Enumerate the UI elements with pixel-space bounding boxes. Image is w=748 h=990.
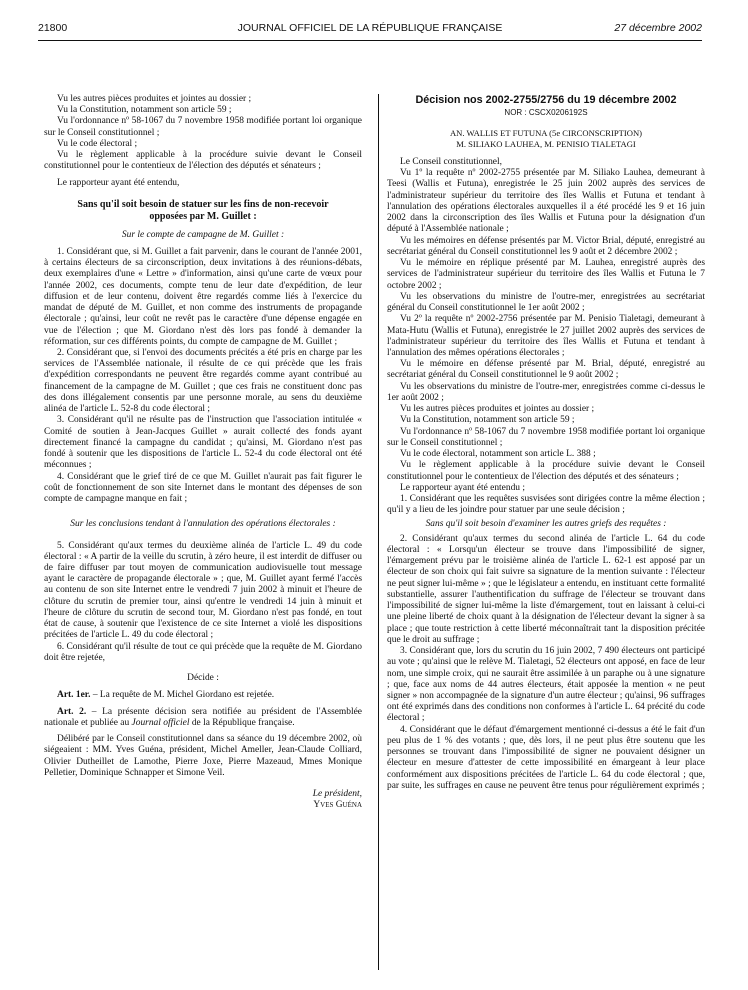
article-2-text-end: de la République française. — [189, 717, 295, 728]
considerant: 3. Considérant qu'il ne résulte pas de l'instruction que l'association intitulée « Comité de soutien à Jean-Jacques Guillet » aurait collecté des fonds ayant directement financé la campagne du candidat ; qu'ainsi, M. Giordano n'est pas fondé à soutenir que les dispositions de l'article L. 52-4 du code électoral ont été méconnues ; — [44, 415, 362, 471]
section-heading: Sans qu'il soit besoin de statuer sur les fins de non-recevoir opposées par M. Guillet : — [77, 198, 329, 222]
considerant: 4. Considérant que le défaut d'émargement mentionné ci-dessus a été le fait d'un peu plus de 1 % des votants ; que, dès lors, il ne peut plus être soutenu que les personnes se trouvant dans l'impossibilité de signer ne pouvaient désigner un électeur en mesure d'attester de cette impossibilité en émargeant à leur place conformément aux dispositions précitées de l'article L. 64 du code électoral ; que, par suite, les suffrages en cause ne peuvent être tenus pour régulièrement exprimés ; — [387, 724, 705, 791]
page-number: 21800 — [38, 22, 68, 34]
deliberation: Délibéré par le Conseil constitutionnel dans sa séance du 19 décembre 2002, où siégeaient : MM. Yves Guéna, président, Michel Ameller, Jean-Claude Colliard, Olivier Dutheillet de Lamothe, Pierre Joxe, Pierre Mazeaud, Mmes Monique Pelletier, Dominique Schnapper et Simone Veil. — [44, 734, 362, 778]
page-header — [38, 22, 702, 37]
considerant: 2. Considérant qu'aux termes du second alinéa de l'article L. 64 du code électoral : « Lorsqu'un électeur se trouve dans l'impossibilité de signer, l'émargement prévu par le troisième alinéa de l'article L. 62-1 est apposé par un électeur de son choix qui fait suivre sa signature de la mention suivante : l'électeur ne peut signer lui-même » ; que le législateur a entendu, en instituant cette formalité substantielle, assurer l'authentification du suffrage de l'électeur se trouvant dans l'impossibilité de signer lui-même la liste d'émargement, tout en laissant à celui-ci une pleine liberté de choix quant à la désignation de l'électeur devant la signer à sa place ; que toute restriction à cette liberté méconnaîtrait tant la disposition précitée que le droit au suffrage ; — [387, 533, 705, 645]
visa: Vu les autres pièces produites et jointes au dossier ; — [400, 404, 595, 415]
decision-title: Décision nos 2002-2755/2756 du 19 décembre 2002 — [415, 94, 677, 106]
visa: Le Conseil constitutionnel, — [400, 156, 502, 167]
header-rule — [38, 40, 702, 41]
right-column — [387, 94, 705, 792]
visa: Vu le code électoral, notamment son article L. 388 ; — [400, 449, 596, 460]
considerant: 6. Considérant qu'il résulte de tout ce qui précède que la requête de M. Giordano doit être rejetée, — [44, 641, 362, 663]
visa: Vu les autres pièces produites et jointes au dossier ; — [57, 94, 252, 104]
column-divider — [378, 94, 379, 970]
article-2 — [44, 707, 362, 729]
considerant: 4. Considérant que le grief tiré de ce que M. Guillet n'aurait pas fait figurer le coût de fonctionnement de son site Internet dans le montant des dépenses de son compte de campagne manque en fait ; — [44, 471, 362, 505]
subsection-heading: Sur les conclusions tendant à l'annulation des opérations électorales : — [70, 519, 336, 530]
visa: Vu l'ordonnance nº 58-1067 du 7 novembre 1958 modifiée portant loi organique sur le Conseil constitutionnel ; — [387, 426, 705, 448]
subsection-heading: Sur le compte de campagne de M. Guillet : — [121, 229, 285, 240]
considerant: 1. Considérant que, si M. Guillet a fait parvenir, dans le courant de l'année 2001, à certains électeurs de sa circonscription, deux invitations à des réunions-débats, deux exemplaires d'une « Lettre » d'information, ainsi qu'une carte de vœux pour l'année 2002, ces documents, compte tenu de leur date d'expédition, de leur diffusion et de leur contenu, doivent être regardés comme liés à l'exercice du mandat de député de M. Guillet, et non comme des instruments de propagande électorale ; qu'ainsi, leur coût ne revêt pas le caractère d'une dépense engagée en vue de l'élection ; que M. Giordano n'est dès lors pas fondé à demander la réformation, sur ces différents points, du compte de campagne de M. Guillet ; — [44, 246, 362, 347]
parties-line-1: AN. WALLIS ET FUTUNA (5e CIRCONSCRIPTION) — [449, 128, 643, 139]
signature-name: Yves Guéna — [313, 800, 362, 811]
article-1-text: – La requête de M. Michel Giordano est rejetée. — [90, 690, 275, 701]
section-heading: Sans qu'il soit besoin d'examiner les autres griefs des requêtes : — [425, 519, 667, 530]
visa: Vu 1º la requête nº 2002-2755 présentée par M. Siliako Lauhea, demeurant à Teesi (Wallis et Futuna), enregistrée le 25 juin 2002 auprès des services de l'administrateur supérieur du territoire des îles Wallis et Futuna et tendant à l'annulation des opérations électorales auxquelles il a été procédé les 9 et 16 juin 2002 dans la circonscription des îles Wallis et Futuna pour la désignation d'un député à l'Assemblée nationale ; — [387, 168, 705, 235]
issue-date: 27 décembre 2002 — [614, 22, 702, 34]
visa: Vu l'ordonnance nº 58-1067 du 7 novembre 1958 modifiée portant loi organique sur le Conseil constitutionnel ; — [44, 116, 362, 138]
visa: Vu 2º la requête nº 2002-2756 présentée par M. Penisio Tialetagi, demeurant à Mata-Hutu (Wallis et Futuna), enregistrée le 27 juillet 2002 auprès des services de l'administrateur supérieur du territoire des îles Wallis et Futuna et tendant à l'annulation des mêmes opérations électorales ; — [387, 314, 705, 358]
visa: Vu le règlement applicable à la procédure suivie devant le Conseil constitutionnel pour le contentieux de l'élection des députés et sénateurs ; — [44, 150, 362, 172]
journal-title: JOURNAL OFFICIEL DE LA RÉPUBLIQUE FRANÇAISE — [237, 22, 503, 34]
considerant: 3. Considérant que, lors du scrutin du 16 juin 2002, 7 490 électeurs ont participé au vote ; qu'ainsi que le relève M. Tialetagi, 52 électeurs ont apposé, en face de leur nom, une simple croix, qui ne saurait être assimilée à un paraphe ou à une signature ; que, face aux noms de 44 autres électeurs, était apposée la mention « ne peut signer » non accompagnée de la signature d'un autre électeur ; qu'ainsi, 96 suffrages ont été exprimés dans des conditions non conformes à l'article L. 64 précité du code électoral ; — [387, 646, 705, 724]
visa: Vu le mémoire en défense présenté par M. Brial, député, enregistré au secrétariat général du Conseil constitutionnel le 9 août 2002 ; — [387, 359, 705, 381]
journal-name: Journal officiel — [131, 717, 190, 728]
considerant: 2. Considérant que, si l'envoi des documents précités a été pris en charge par les services de l'Assemblée nationale, il résulte de ce qui précède que les frais d'expédition correspondants ne peuvent être regardés comme ayant contribué au financement de la campagne de M. Guillet ; que ces frais ne constituent donc pas des dons illégalement consentis par une personne morale, au sens du deuxième alinéa de l'article L. 52-8 du code électoral ; — [44, 348, 362, 415]
considerant: 1. Considérant que les requêtes susvisées sont dirigées contre la même élection ; qu'il y a lieu de les joindre pour statuer par une seule décision ; — [387, 494, 705, 516]
visa: Vu les mémoires en défense présentés par M. Victor Brial, député, enregistré au secrétariat général du Conseil constitutionnel les 9 août et 2 décembre 2002 ; — [387, 235, 705, 257]
signature-title: Le président, — [312, 788, 362, 799]
visa: Le rapporteur ayant été entendu ; — [400, 482, 525, 493]
visa: Vu le mémoire en réplique présenté par M. Lauhea, enregistré auprès des services de l'administrateur supérieur du territoire des îles Wallis et Futuna le 7 octobre 2002 ; — [387, 258, 705, 291]
visa: Vu les observations du ministre de l'outre-mer, enregistrées au secrétariat général du Conseil constitutionnel le 1er août 2002 ; — [387, 291, 705, 314]
article-2-label: Art. 2. — [57, 706, 87, 717]
visa: Vu la Constitution, notamment son article 59 ; — [57, 105, 232, 116]
visa: Vu le règlement applicable à la procédure suivie devant le Conseil constitutionnel pour le contentieux de l'élection des députés et des sénateurs ; — [387, 460, 705, 482]
article-1-label: Art. 1er. — [57, 690, 91, 701]
parties-line-2: M. SILIAKO LAUHEA, M. PENISIO TIALETAGI — [456, 138, 636, 149]
visa: Vu le code électoral ; — [57, 138, 138, 149]
decide-heading: Décide : — [187, 673, 219, 684]
visa: Vu la Constitution, notamment son article 59 ; — [400, 415, 575, 426]
article-1 — [44, 690, 362, 701]
left-column — [44, 94, 362, 811]
article-2-text: – La présente décision sera notifiée au président de l'Assemblée nationale et publiée au — [44, 706, 362, 728]
nor-reference: NOR : CSCX0206192S — [504, 107, 588, 117]
visa: Le rapporteur ayant été entendu, — [57, 177, 180, 188]
visa: Vu les observations du ministre de l'outre-mer, enregistrées comme ci-dessus le 1er août 2002 ; — [387, 381, 705, 403]
considerant: 5. Considérant qu'aux termes du deuxième alinéa de l'article L. 49 du code électoral : « A partir de la veille du scrutin, à zéro heure, il est interdit de diffuser ou de faire diffuser par tout moyen de communication audiovisuelle tout message ayant le caractère de propagande électorale » ; que, M. Guillet ayant fermé l'accès au contenu de son site Internet entre le vendredi 7 juin 2002 à minuit et l'heure de clôture du scrutin de premier tour, ainsi qu'entre le vendredi 14 juin à minuit et l'heure de clôture du scrutin de second tour, M. Giordano n'est pas fondé, en tout état de cause, à soutenir que l'existence de ce site Internet a violé les dispositions précitées de l'article L. 49 du code électoral ; — [44, 540, 362, 641]
